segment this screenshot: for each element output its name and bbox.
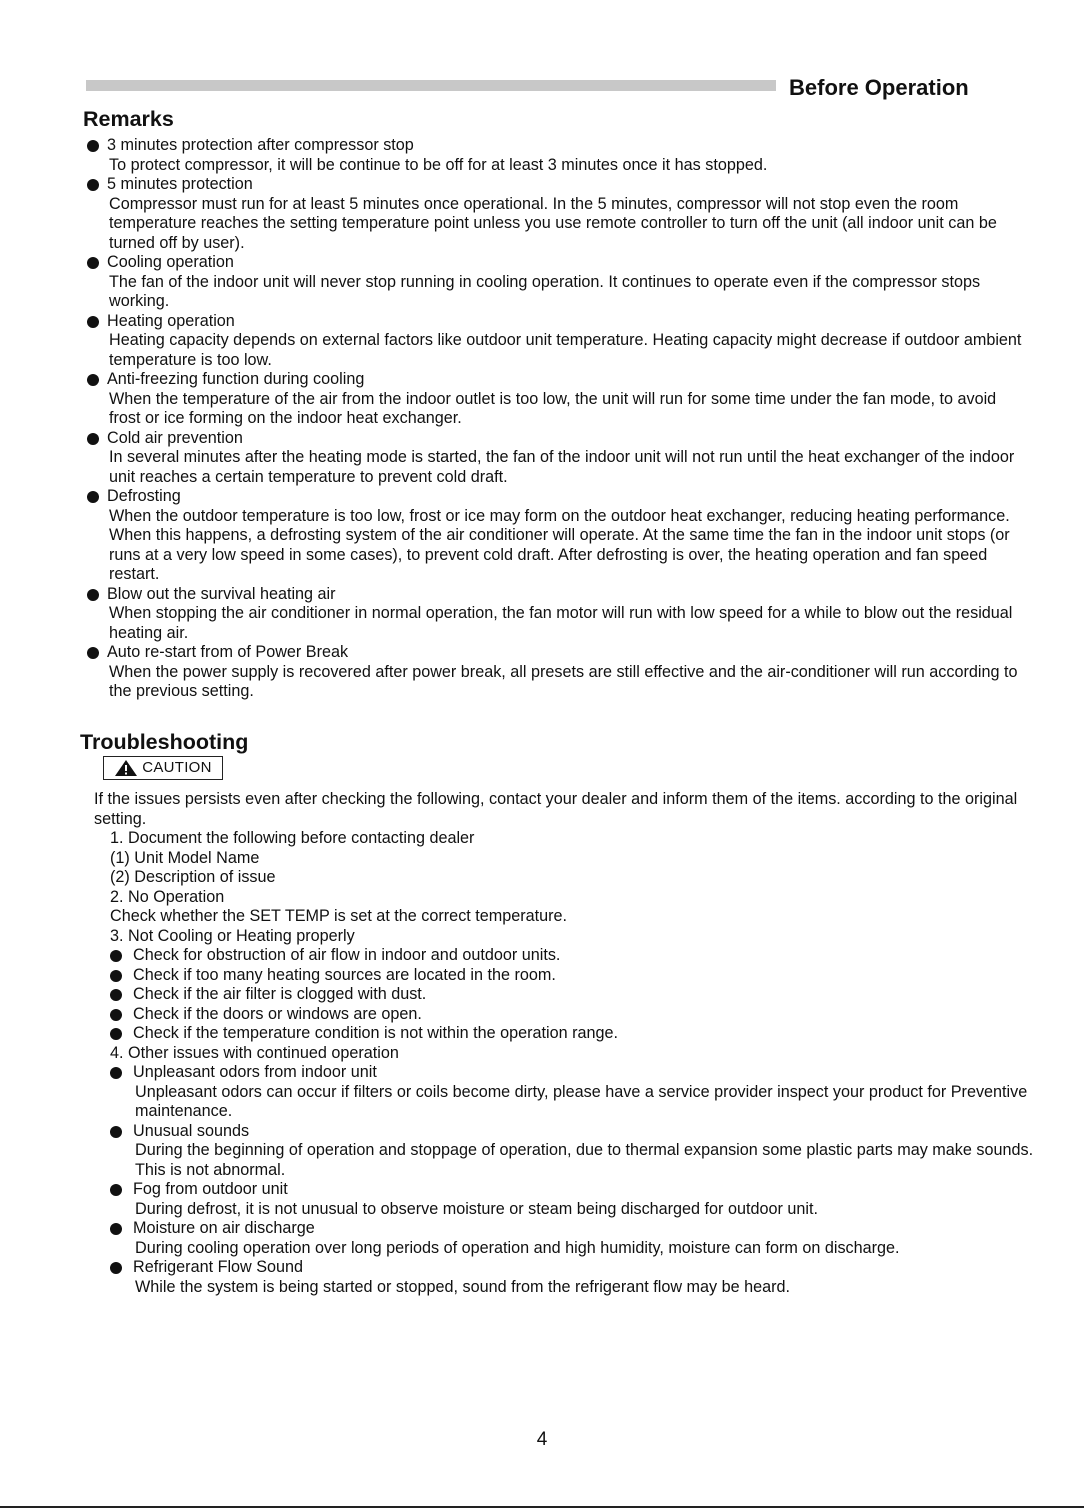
remark-item-title: 5 minutes protection xyxy=(85,175,1025,195)
check-item: Check for obstruction of air flow in indoor and outdoor units. xyxy=(94,946,1034,966)
remark-item xyxy=(85,312,1025,371)
troubleshooting-content xyxy=(94,790,1034,1297)
step-heading: 1. Document the following before contacting dealer xyxy=(110,829,475,847)
remark-item xyxy=(85,175,1025,253)
remark-item xyxy=(85,429,1025,488)
header-bar xyxy=(86,80,776,91)
issue-title: Refrigerant Flow Sound xyxy=(94,1258,1034,1278)
issue-body: While the system is being started or stopped, sound from the refrigerant flow may be heard. xyxy=(135,1277,791,1296)
check-item: Check if the air filter is clogged with dust. xyxy=(94,985,1034,1005)
remark-item xyxy=(85,136,1025,175)
issue-body: Unpleasant odors can occur if filters or coils become dirty, please have a service provider inspect your product for Preventive maintenance. xyxy=(135,1082,1028,1120)
caution-label xyxy=(103,756,223,780)
remarks-title: Remarks xyxy=(83,107,174,131)
remark-item-body: In several minutes after the heating mode is started, the fan of the indoor unit will not run until the heat exchanger of the indoor unit reaches a certain temperature to prevent cold draft. xyxy=(109,448,1015,486)
remark-item-body: When the power supply is recovered after power break, all presets are still effective and the air-conditioner will run according to the previous setting. xyxy=(109,662,1018,700)
check-item: Check if the temperature condition is not within the operation range. xyxy=(94,1024,1034,1044)
step-detail: Check whether the SET TEMP is set at the correct temperature. xyxy=(110,907,568,925)
remark-item-title: Blow out the survival heating air xyxy=(85,585,1025,605)
issue-body: During defrost, it is not unusual to observe moisture or steam being discharged for outdoor unit. xyxy=(135,1199,818,1218)
troubleshooting-title: Troubleshooting xyxy=(80,730,249,754)
remark-item-title: Defrosting xyxy=(85,487,1025,507)
remark-item-title: Cooling operation xyxy=(85,253,1025,273)
remark-item xyxy=(85,585,1025,644)
step-heading: 4. Other issues with continued operation xyxy=(110,1043,399,1062)
issue-body: During the beginning of operation and stoppage of operation, due to thermal expansion some plastic parts may make sounds. This is not abnormal. xyxy=(135,1141,1034,1179)
remark-item xyxy=(85,643,1025,702)
remark-item-body: To protect compressor, it will be continue to be off for at least 3 minutes once it has stopped. xyxy=(109,155,768,174)
step-heading: 2. No Operation xyxy=(110,887,225,906)
remark-item-title: Cold air prevention xyxy=(85,429,1025,449)
remark-item-title: Auto re-start from of Power Break xyxy=(85,643,1025,663)
step-heading: 3. Not Cooling or Heating properly xyxy=(110,926,355,945)
remarks-list xyxy=(85,136,1025,702)
remark-item-body: When the outdoor temperature is too low, frost or ice may form on the outdoor heat exchanger, reducing heating performance. When this happens, a defrosting system of the air conditioner will operate. At the same time the fan in the indoor unit stops (or runs at a very low speed in some cases), to prevent cold draft. After defrosting is over, the heating operation and fan speed restart. xyxy=(109,506,1010,583)
step-detail: (1) Unit Model Name xyxy=(110,848,260,867)
remark-item-body: The fan of the indoor unit will never stop running in cooling operation. It continues to operate even if the compressor stops working. xyxy=(109,272,981,310)
remark-item xyxy=(85,487,1025,585)
section-header-title: Before Operation xyxy=(789,75,969,100)
caution-text: CAUTION xyxy=(142,759,212,777)
remark-item-body: When the temperature of the air from the indoor outlet is too low, the unit will run for some time under the fan mode, to avoid frost or ice forming on the indoor heat exchanger. xyxy=(109,389,997,427)
remark-item-body: Heating capacity depends on external factors like outdoor unit temperature. Heating capacity might decrease if outdoor ambient temperature is too low. xyxy=(109,331,1022,369)
troubleshooting-intro: If the issues persists even after checking the following, contact your dealer and inform them of the items. according to the original setting. xyxy=(94,790,1018,828)
page-number: 4 xyxy=(536,1429,548,1450)
issue-title: Unusual sounds xyxy=(94,1122,1034,1142)
issue-title: Unpleasant odors from indoor unit xyxy=(94,1063,1034,1083)
remark-item-title: Heating operation xyxy=(85,312,1025,332)
remark-item xyxy=(85,253,1025,312)
step-detail: (2) Description of issue xyxy=(110,868,276,886)
remark-item-title: Anti-freezing function during cooling xyxy=(85,370,1025,390)
check-item: Check if too many heating sources are located in the room. xyxy=(94,966,1034,986)
issue-title: Fog from outdoor unit xyxy=(94,1180,1034,1200)
issue-body: During cooling operation over long periods of operation and high humidity, moisture can form on discharge. xyxy=(135,1238,900,1257)
remark-item-body: Compressor must run for at least 5 minutes once operational. In the 5 minutes, compressor will not stop even the room temperature reaches the setting temperature point unless you use remote controller to turn off the unit (all indoor unit can be turned off by user). xyxy=(109,194,997,252)
warning-triangle-icon xyxy=(114,759,138,777)
remark-item xyxy=(85,370,1025,429)
issue-title: Moisture on air discharge xyxy=(94,1219,1034,1239)
bottom-rule xyxy=(0,1506,1084,1508)
remark-item-title: 3 minutes protection after compressor stop xyxy=(85,136,1025,156)
check-item: Check if the doors or windows are open. xyxy=(94,1005,1034,1025)
remark-item-body: When stopping the air conditioner in normal operation, the fan motor will run with low speed for a while to blow out the residual heating air. xyxy=(109,604,1013,642)
